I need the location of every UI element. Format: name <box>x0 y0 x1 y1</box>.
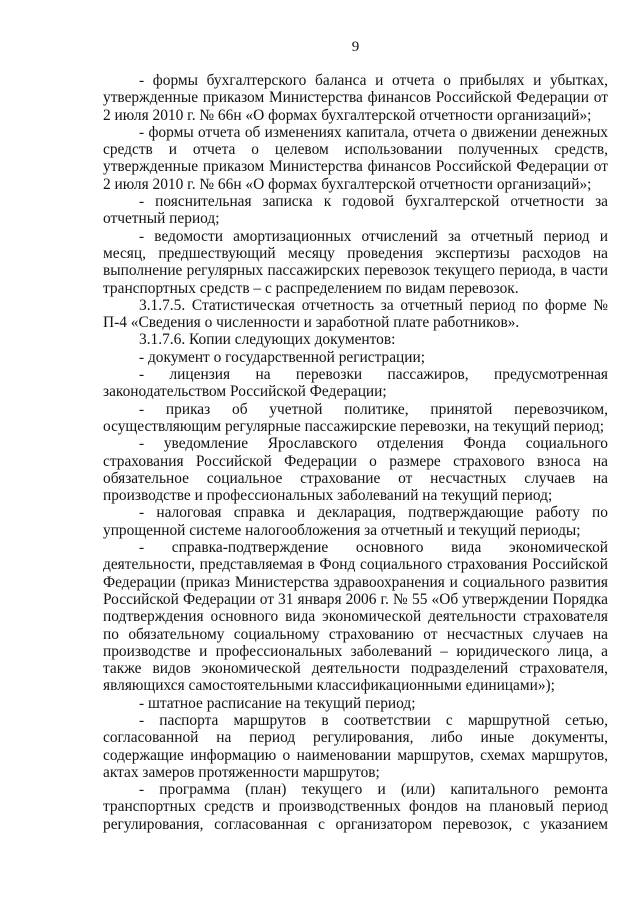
paragraph: - программа (план) текущего и (или) капитального ремонта транспортных средств и производственных фондов на плановый период регулирования, согласованная с организатором перевозок, с указанием <box>103 781 608 833</box>
paragraph: - документ о государственной регистрации; <box>139 348 426 366</box>
paragraph: - приказ об учетной политике, принятой перевозчиком, осуществляющим регулярные пассажирские перевозки, на текущий период; <box>103 400 608 435</box>
page-number: 9 <box>351 39 360 55</box>
paragraph: - формы бухгалтерского баланса и отчета о прибылях и убытках, утвержденные приказом Министерства финансов Российской Федерации от 2 июля 2010 г. № 66н «О формах бухгалтерской отчетности организаций»; <box>103 72 608 124</box>
paragraph: - пояснительная записка к годовой бухгалтерской отчетности за отчетный период; <box>103 193 608 228</box>
paragraph: 3.1.7.5. Статистическая отчетность за отчетный период по форме № П-4 «Сведения о численности и заработной плате работников». <box>103 296 608 332</box>
paragraph: - уведомление Ярославского отделения Фонда социального страхования Российской Федерации о размере страхового взноса на обязательное социальное страхование от несчастных случаев на производстве и профессиональных заболеваний на текущий период; <box>103 435 608 505</box>
paragraph: - ведомости амортизационных отчислений за отчетный период и месяц, предшествующий месяцу проведения экспертизы расходов на выполнение регулярных пассажирских перевозок текущего периода, в части транспортных средств – с распределением по видам перевозок. <box>103 227 608 297</box>
paragraph: - налоговая справка и декларация, подтверждающие работу по упрощенной системе налогообложения за отчетный и текущий периоды; <box>103 504 608 539</box>
paragraph: - формы отчета об изменениях капитала, отчета о движении денежных средств и отчета о целевом использовании полученных средств, утвержденные приказом Министерства финансов Российской Федерации от 2 июля 2010 г. № 66н «О формах бухгалтерской отчетности организаций»; <box>103 123 608 193</box>
paragraph: - справка-подтверждение основного вида экономической деятельности, представляемая в Фонд социального страхования Российской Федерации (приказ Министерства здравоохранения и социального развития Российской Федерации от 31 января 2006 г. № 55 «Об утверждении Порядка подтверждения основного вида экономической деятельности страхователя по обязательному социальному страхованию от несчастных случаев на производстве и профессиональных заболеваний – юридического лица, а также видов экономической деятельности подразделений страхователя, являющихся самостоятельными классификационными единицами»); <box>103 539 608 695</box>
document-body <box>103 72 608 833</box>
paragraph: - штатное расписание на текущий период; <box>139 694 416 712</box>
paragraph: - паспорта маршрутов в соответствии с маршрутной сетью, согласованной на период регулирования, либо иные документы, содержащие информацию о наименовании маршрутов, схемах маршрутов, актах замеров протяженности маршрутов; <box>103 711 608 781</box>
paragraph: - лицензия на перевозки пассажиров, предусмотренная законодательством Российской Федерации; <box>103 366 608 401</box>
paragraph: 3.1.7.6. Копии следующих документов: <box>139 331 396 349</box>
